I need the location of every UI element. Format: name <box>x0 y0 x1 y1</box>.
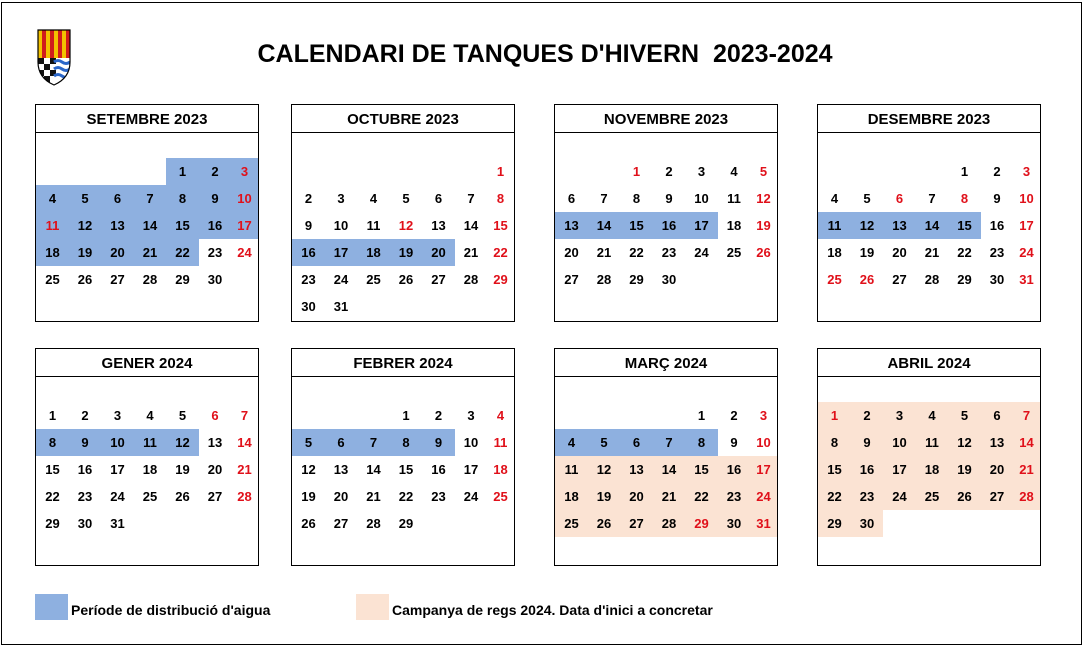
day-cell: 14 <box>134 212 166 239</box>
day-cell: 4 <box>555 429 588 456</box>
day-cell: 10 <box>883 429 916 456</box>
day-cell: 28 <box>142 272 158 287</box>
day-cell: 6 <box>567 191 576 206</box>
day-cell: 29 <box>685 510 718 537</box>
day-cell: 8 <box>960 191 969 206</box>
day-cell: 23 <box>301 272 316 287</box>
legend-swatch-campaign <box>356 594 389 620</box>
day-cell: 14 <box>588 212 620 239</box>
day-cell: 20 <box>564 245 579 260</box>
day-cell: 2 <box>304 191 313 206</box>
day-cell: 1 <box>632 164 641 179</box>
day-cell: 30 <box>718 510 750 537</box>
day-cell: 23 <box>718 483 750 510</box>
day-cell: 24 <box>333 272 349 287</box>
day-grid <box>818 158 1040 293</box>
day-cell: 9 <box>730 435 738 450</box>
month-calendar <box>35 348 259 566</box>
day-cell: 20 <box>981 456 1013 483</box>
day-cell: 28 <box>653 510 685 537</box>
month-name: SETEMBRE 2023 <box>36 105 258 133</box>
day-cell: 29 <box>398 516 414 531</box>
empty-day-cell <box>101 158 134 185</box>
empty-day-cell <box>325 158 357 185</box>
day-cell: 2 <box>665 164 673 179</box>
day-cell: 27 <box>110 272 125 287</box>
month-calendar <box>35 104 259 322</box>
day-cell: 1 <box>697 408 706 423</box>
day-cell: 14 <box>653 456 685 483</box>
day-cell: 28 <box>463 272 479 287</box>
day-cell: 27 <box>431 272 446 287</box>
day-cell: 20 <box>892 245 907 260</box>
day-cell: 13 <box>620 456 653 483</box>
day-cell: 26 <box>756 245 771 260</box>
day-cell: 24 <box>1019 245 1034 260</box>
day-cell: 17 <box>1019 218 1034 233</box>
day-grid <box>555 158 777 293</box>
day-cell: 19 <box>69 239 101 266</box>
day-cell: 5 <box>759 164 768 179</box>
empty-day-cell <box>292 158 325 185</box>
day-cell: 18 <box>916 456 948 483</box>
day-cell: 22 <box>398 489 414 504</box>
day-cell: 17 <box>110 462 125 477</box>
day-cell: 30 <box>851 510 883 537</box>
day-cell: 11 <box>493 435 508 450</box>
day-cell: 23 <box>207 245 223 260</box>
day-cell: 20 <box>422 239 455 266</box>
month-calendar <box>291 348 515 566</box>
day-cell: 17 <box>463 462 479 477</box>
day-cell: 5 <box>402 191 410 206</box>
day-cell: 14 <box>463 218 479 233</box>
day-cell: 15 <box>818 456 851 483</box>
day-cell: 15 <box>620 212 653 239</box>
day-cell: 31 <box>750 510 777 537</box>
day-cell: 11 <box>727 191 741 206</box>
day-cell: 3 <box>467 408 475 423</box>
day-cell: 30 <box>661 272 677 287</box>
day-cell: 25 <box>45 272 60 287</box>
day-cell: 9 <box>665 191 673 206</box>
day-cell: 12 <box>398 218 414 233</box>
day-cell: 26 <box>175 489 190 504</box>
day-cell: 3 <box>1022 164 1031 179</box>
day-cell: 29 <box>629 272 644 287</box>
day-cell: 13 <box>101 212 134 239</box>
day-cell: 24 <box>110 489 125 504</box>
day-cell: 7 <box>467 191 475 206</box>
month-name: OCTUBRE 2023 <box>292 105 514 133</box>
day-cell: 15 <box>685 456 718 483</box>
day-cell: 19 <box>859 245 875 260</box>
day-cell: 30 <box>207 272 223 287</box>
day-cell: 19 <box>390 239 422 266</box>
day-cell: 9 <box>304 218 313 233</box>
day-cell: 23 <box>77 489 93 504</box>
day-cell: 6 <box>211 408 219 423</box>
day-cell: 24 <box>883 483 916 510</box>
day-cell: 27 <box>620 510 653 537</box>
day-cell: 24 <box>463 489 479 504</box>
day-cell: 10 <box>101 429 134 456</box>
day-cell: 18 <box>493 462 508 477</box>
day-cell: 16 <box>718 456 750 483</box>
day-cell: 27 <box>333 516 349 531</box>
day-cell: 31 <box>1019 272 1034 287</box>
day-cell: 14 <box>916 212 948 239</box>
day-cell: 5 <box>863 191 871 206</box>
day-cell: 12 <box>301 462 316 477</box>
day-cell: 17 <box>685 212 718 239</box>
day-cell: 5 <box>69 185 101 212</box>
day-cell: 2 <box>434 408 443 423</box>
day-cell: 9 <box>851 429 883 456</box>
day-cell: 11 <box>916 429 948 456</box>
day-cell: 2 <box>81 408 89 423</box>
day-cell: 15 <box>45 462 60 477</box>
day-cell: 13 <box>555 212 588 239</box>
day-cell: 18 <box>357 239 390 266</box>
day-cell: 24 <box>237 245 252 260</box>
month-calendar <box>291 104 515 322</box>
day-cell: 7 <box>653 429 685 456</box>
day-cell: 27 <box>892 272 907 287</box>
day-cell: 2 <box>730 408 738 423</box>
day-cell: 22 <box>685 483 718 510</box>
day-cell: 13 <box>883 212 916 239</box>
day-cell: 27 <box>981 483 1013 510</box>
day-cell: 29 <box>493 272 508 287</box>
day-cell: 15 <box>166 212 199 239</box>
day-cell: 3 <box>759 408 768 423</box>
day-cell: 22 <box>493 245 508 260</box>
day-cell: 24 <box>694 245 709 260</box>
day-cell: 13 <box>207 435 223 450</box>
day-cell: 11 <box>134 429 166 456</box>
day-cell: 3 <box>231 158 258 185</box>
day-cell: 10 <box>463 435 479 450</box>
day-cell: 4 <box>916 402 948 429</box>
day-cell: 19 <box>948 456 981 483</box>
empty-day-cell <box>588 402 620 429</box>
day-cell: 11 <box>818 212 851 239</box>
day-cell: 9 <box>422 429 455 456</box>
day-cell: 12 <box>166 429 199 456</box>
empty-day-cell <box>455 158 487 185</box>
day-cell: 16 <box>292 239 325 266</box>
day-cell: 20 <box>207 462 223 477</box>
day-cell: 7 <box>600 191 608 206</box>
day-cell: 19 <box>588 483 620 510</box>
day-cell: 6 <box>895 191 904 206</box>
day-cell: 22 <box>166 239 199 266</box>
month-name: NOVEMBRE 2023 <box>555 105 777 133</box>
month-name: MARÇ 2024 <box>555 349 777 377</box>
day-cell: 22 <box>45 489 60 504</box>
day-cell: 10 <box>756 435 771 450</box>
day-cell: 10 <box>333 218 349 233</box>
day-cell: 3 <box>883 402 916 429</box>
day-cell: 21 <box>924 245 940 260</box>
day-cell: 26 <box>77 272 93 287</box>
day-cell: 25 <box>916 483 948 510</box>
month-calendar <box>554 348 778 566</box>
day-cell: 8 <box>818 429 851 456</box>
day-cell: 13 <box>431 218 446 233</box>
empty-day-cell <box>134 158 166 185</box>
day-cell: 26 <box>948 483 981 510</box>
day-cell: 1 <box>402 408 410 423</box>
day-cell: 20 <box>620 483 653 510</box>
day-cell: 1 <box>48 408 57 423</box>
day-cell: 28 <box>237 489 252 504</box>
month-calendar <box>817 348 1041 566</box>
day-cell: 18 <box>827 245 842 260</box>
day-cell: 7 <box>357 429 390 456</box>
day-cell: 7 <box>240 408 249 423</box>
day-cell: 18 <box>36 239 69 266</box>
day-cell: 3 <box>697 164 706 179</box>
municipal-shield-icon <box>37 28 71 86</box>
legend-swatch-water <box>35 594 68 620</box>
month-name: ABRIL 2024 <box>818 349 1040 377</box>
day-cell: 22 <box>629 245 644 260</box>
day-cell: 23 <box>989 245 1005 260</box>
day-cell: 16 <box>653 212 685 239</box>
day-grid <box>555 402 777 537</box>
day-cell: 11 <box>555 456 588 483</box>
day-cell: 1 <box>166 158 199 185</box>
day-cell: 12 <box>588 456 620 483</box>
day-cell: 17 <box>883 456 916 483</box>
day-cell: 16 <box>431 462 446 477</box>
day-cell: 25 <box>142 489 158 504</box>
day-cell: 30 <box>989 272 1005 287</box>
day-cell: 20 <box>333 489 349 504</box>
day-cell: 21 <box>366 489 381 504</box>
day-cell: 8 <box>632 191 641 206</box>
day-cell: 23 <box>431 489 446 504</box>
day-grid <box>818 402 1040 537</box>
day-cell: 3 <box>337 191 345 206</box>
day-cell: 16 <box>199 212 231 239</box>
day-cell: 31 <box>333 299 349 314</box>
day-cell: 6 <box>620 429 653 456</box>
day-cell: 4 <box>369 191 378 206</box>
day-cell: 5 <box>292 429 325 456</box>
day-cell: 29 <box>175 272 190 287</box>
empty-day-cell <box>325 402 357 429</box>
empty-day-cell <box>620 402 653 429</box>
day-cell: 27 <box>207 489 223 504</box>
day-cell: 4 <box>830 191 839 206</box>
legend-label-water: Període de distribució d'aigua <box>71 602 271 618</box>
day-cell: 21 <box>134 239 166 266</box>
day-cell: 15 <box>398 462 414 477</box>
empty-day-cell <box>69 158 101 185</box>
day-cell: 25 <box>827 272 842 287</box>
day-cell: 21 <box>653 483 685 510</box>
day-cell: 29 <box>818 510 851 537</box>
day-cell: 14 <box>237 435 252 450</box>
day-cell: 3 <box>113 408 122 423</box>
day-cell: 8 <box>166 185 199 212</box>
day-cell: 13 <box>981 429 1013 456</box>
day-cell: 23 <box>661 245 677 260</box>
day-cell: 1 <box>496 164 505 179</box>
empty-day-cell <box>357 402 390 429</box>
empty-day-cell <box>851 158 883 185</box>
day-cell: 11 <box>366 218 381 233</box>
day-cell: 2 <box>199 158 231 185</box>
day-cell: 4 <box>496 408 505 423</box>
month-name: DESEMBRE 2023 <box>818 105 1040 133</box>
day-cell: 18 <box>726 218 742 233</box>
day-cell: 12 <box>69 212 101 239</box>
day-cell: 19 <box>756 218 771 233</box>
day-cell: 6 <box>434 191 443 206</box>
day-cell: 16 <box>989 218 1005 233</box>
day-cell: 18 <box>142 462 158 477</box>
empty-day-cell <box>357 158 390 185</box>
month-name: FEBRER 2024 <box>292 349 514 377</box>
month-name: GENER 2024 <box>36 349 258 377</box>
empty-day-cell <box>916 158 948 185</box>
day-cell: 4 <box>36 185 69 212</box>
empty-day-cell <box>818 158 851 185</box>
day-cell: 12 <box>948 429 981 456</box>
day-cell: 6 <box>325 429 357 456</box>
empty-day-cell <box>292 402 325 429</box>
day-cell: 23 <box>851 483 883 510</box>
day-cell: 22 <box>957 245 972 260</box>
day-cell: 10 <box>231 185 258 212</box>
day-cell: 21 <box>463 245 479 260</box>
day-cell: 25 <box>726 245 742 260</box>
day-cell: 7 <box>928 191 936 206</box>
day-cell: 24 <box>750 483 777 510</box>
day-cell: 8 <box>390 429 422 456</box>
day-grid <box>292 402 514 537</box>
day-cell: 21 <box>596 245 612 260</box>
day-cell: 25 <box>555 510 588 537</box>
day-cell: 12 <box>756 191 771 206</box>
day-cell: 17 <box>750 456 777 483</box>
day-cell: 25 <box>493 489 508 504</box>
day-cell: 5 <box>948 402 981 429</box>
day-cell: 5 <box>178 408 187 423</box>
day-cell: 29 <box>45 516 60 531</box>
day-cell: 15 <box>493 218 508 233</box>
day-cell: 17 <box>231 212 258 239</box>
day-cell: 10 <box>1019 191 1034 206</box>
day-cell: 14 <box>1013 429 1040 456</box>
day-cell: 28 <box>366 516 381 531</box>
empty-day-cell <box>555 158 588 185</box>
day-cell: 13 <box>333 462 349 477</box>
day-cell: 21 <box>237 462 252 477</box>
day-cell: 10 <box>694 191 709 206</box>
day-grid <box>36 402 258 537</box>
day-cell: 30 <box>301 299 316 314</box>
day-cell: 28 <box>1013 483 1040 510</box>
day-cell: 7 <box>1013 402 1040 429</box>
empty-day-cell <box>653 402 685 429</box>
month-calendar <box>554 104 778 322</box>
day-grid <box>36 158 258 293</box>
day-cell: 16 <box>77 462 93 477</box>
day-cell: 14 <box>366 462 381 477</box>
day-cell: 2 <box>851 402 883 429</box>
day-cell: 28 <box>596 272 612 287</box>
day-cell: 12 <box>851 212 883 239</box>
day-cell: 5 <box>588 429 620 456</box>
day-cell: 17 <box>325 239 357 266</box>
day-cell: 26 <box>588 510 620 537</box>
day-cell: 26 <box>859 272 875 287</box>
day-cell: 31 <box>110 516 125 531</box>
day-cell: 7 <box>134 185 166 212</box>
day-cell: 16 <box>851 456 883 483</box>
day-grid <box>292 158 514 320</box>
day-cell: 8 <box>685 429 718 456</box>
legend-label-campaign: Campanya de regs 2024. Data d'inici a concretar <box>392 602 713 618</box>
month-calendar <box>817 104 1041 322</box>
day-cell: 8 <box>36 429 69 456</box>
day-cell: 19 <box>175 462 190 477</box>
page-title: CALENDARI DE TANQUES D'HIVERN 2023-2024 <box>257 40 833 68</box>
day-cell: 2 <box>993 164 1001 179</box>
day-cell: 19 <box>301 489 316 504</box>
day-cell: 6 <box>101 185 134 212</box>
day-cell: 11 <box>36 212 69 239</box>
day-cell: 20 <box>101 239 134 266</box>
day-cell: 6 <box>981 402 1013 429</box>
day-cell: 1 <box>960 164 969 179</box>
day-cell: 25 <box>366 272 381 287</box>
empty-day-cell <box>36 158 69 185</box>
day-cell: 1 <box>818 402 851 429</box>
empty-day-cell <box>588 158 620 185</box>
day-cell: 9 <box>69 429 101 456</box>
day-cell: 9 <box>993 191 1001 206</box>
empty-day-cell <box>390 158 422 185</box>
day-cell: 30 <box>77 516 93 531</box>
empty-day-cell <box>883 158 916 185</box>
day-cell: 8 <box>496 191 505 206</box>
day-cell: 4 <box>730 164 738 179</box>
day-cell: 4 <box>146 408 154 423</box>
day-cell: 21 <box>1013 456 1040 483</box>
empty-day-cell <box>555 402 588 429</box>
day-cell: 28 <box>924 272 940 287</box>
empty-day-cell <box>422 158 455 185</box>
day-cell: 26 <box>301 516 316 531</box>
day-cell: 18 <box>555 483 588 510</box>
day-cell: 22 <box>818 483 851 510</box>
day-cell: 27 <box>564 272 579 287</box>
day-cell: 29 <box>957 272 972 287</box>
day-cell: 9 <box>199 185 231 212</box>
day-cell: 15 <box>948 212 981 239</box>
day-cell: 26 <box>398 272 414 287</box>
